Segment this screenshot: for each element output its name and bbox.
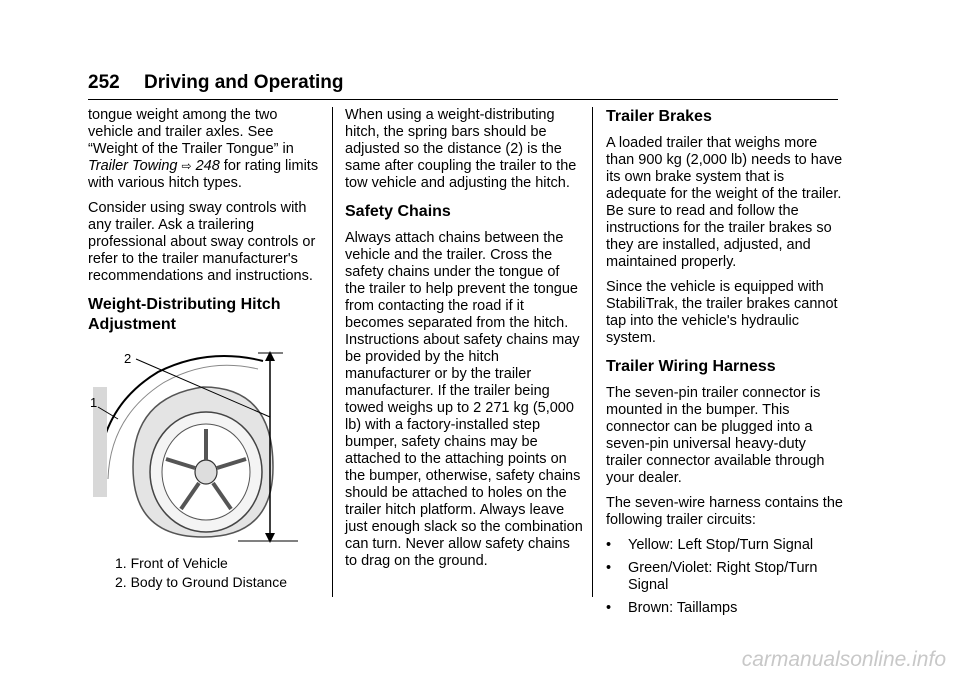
page-ref-arrow-icon: ⇨: [181, 159, 192, 173]
column-3: [606, 107, 846, 623]
page-ref-link[interactable]: 248: [195, 158, 220, 174]
column-2: [345, 107, 583, 578]
caption-item: 1. Front of Vehicle: [115, 555, 228, 571]
paragraph: When using a weight-distributing hitch, the spring bars should be adjusted so the distance (2) is the same after coupling the trailer to the tow vehicle and adjusting the hitch.: [345, 107, 577, 191]
column-divider: [332, 107, 333, 597]
column-divider: [592, 107, 593, 597]
page-number: 252: [88, 72, 120, 93]
paragraph: The seven-wire harness contains the following trailer circuits:: [606, 495, 843, 528]
list-item: • Yellow: Left Stop/Turn Signal: [606, 537, 814, 553]
paragraph: tongue weight among the two vehicle and trailer axles. See “Weight of the Trailer Tongue” in Trailer Towing ⇨ 248 for rating limits with various hitch types.: [88, 107, 319, 191]
column-1: [88, 107, 323, 593]
paragraph: Always attach chains between the vehicle and the trailer. Cross the safety chains under the tongue of the trailer to help prevent the tongue from contacting the road if it becomes separated from the hitch. Instructions about safety chains may be provided by the hitch manufacturer or by the trailer manufacturer. If the trailer being towed weighs up to 2 271 kg (5,000 lb) with a factory-installed step bumper, safety chains may be attached to the attaching points on the bumper, otherwise, safety chains should be attached to holes on the trailer hitch platform. Always leave just enough slack so the combination can turn. Never allow safety chains to drag on the ground.: [345, 230, 583, 569]
section-title: Driving and Operating: [144, 72, 344, 93]
watermark: carmanualsonline.info: [741, 648, 946, 671]
paragraph: Since the vehicle is equipped with StabiliTrak, the trailer brakes cannot tap into the vehicle's hydraulic system.: [606, 279, 838, 346]
paragraph: Consider using sway controls with any trailer. Ask a trailering professional about sway controls or refer to the trailer manufacturer's recommendations and instructions.: [88, 200, 316, 284]
heading-weight-distributing: Weight-Distributing Hitch Adjustment: [88, 296, 281, 333]
bullet-icon: •: [606, 600, 612, 616]
callout-1: 1: [90, 395, 98, 410]
callout-2: 2: [124, 351, 132, 366]
paragraph: The seven-pin trailer connector is mounted in the bumper. This connector can be plugged into a seven-pin universal heavy-duty trailer connector available through your dealer.: [606, 385, 825, 486]
figure-caption: [115, 555, 323, 591]
bullet-icon: •: [606, 560, 612, 576]
wheel-figure: [88, 347, 323, 547]
heading-safety-chains: Safety Chains: [345, 203, 451, 220]
heading-trailer-brakes: Trailer Brakes: [606, 108, 712, 125]
list-item: • Brown: Taillamps: [606, 600, 738, 616]
heading-trailer-wiring: Trailer Wiring Harness: [606, 358, 776, 375]
trailer-towing-link[interactable]: Trailer Towing: [88, 158, 178, 174]
caption-item: 2. Body to Ground Distance: [115, 574, 287, 590]
paragraph: A loaded trailer that weighs more than 900 kg (2,000 lb) needs to have its own brake system that is adequate for the weight of the trailer. Be sure to read and follow the instructions for the trailer brakes so they are installed, adjusted, and maintained properly.: [606, 135, 843, 270]
list-item: • Green/Violet: Right Stop/Turn Signal: [606, 560, 818, 593]
bullet-icon: •: [606, 537, 612, 553]
wheel-illustration: [88, 347, 323, 547]
page-header: [88, 70, 838, 100]
